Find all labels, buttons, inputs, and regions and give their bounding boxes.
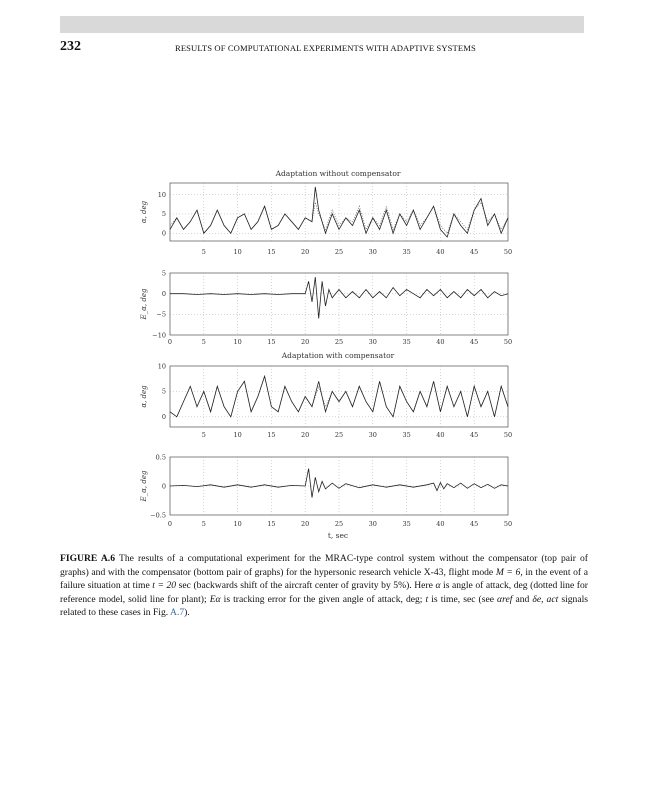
x-tick-label: 30 [368,338,377,346]
x-tick-label: 15 [267,338,276,346]
x-tick-label: 35 [402,248,411,256]
figure-ref-link[interactable]: A.7 [170,607,185,618]
y-tick-label: −5 [156,310,166,319]
caption-mach: M = 6 [495,566,521,578]
x-tick-label: 40 [436,248,445,256]
x-tick-label: 35 [402,431,411,439]
caption-e-alpha: Eα [209,593,221,605]
x-tick-label: 10 [233,431,242,439]
x-tick-label: 20 [301,431,310,439]
caption-text-6: is time, sec (see [428,593,498,605]
caption-text-1: The results of a computational experiment for the MRAC-type control system without the compensator (top pair of graphs) and with the compensator (bottom pair of graphs) for the hypersonic research vehicle X-43, flight mode [60,553,588,578]
figure-caption [60,552,588,620]
y-tick-label: 10 [157,362,166,371]
x-tick-label: 50 [503,520,513,528]
y-tick-label: −0.5 [150,511,166,520]
caption-delta: δe, act [532,593,559,605]
x-tick-label: 45 [470,338,479,346]
x-tick-label: 15 [267,520,276,528]
y-tick-label: 0.5 [155,453,166,462]
caption-text-7: and [512,593,533,605]
caption-time: t = 20 [152,580,177,591]
caption-text-5: is tracking error for the given angle of attack, deg; [220,593,426,605]
caption-text-4: is angle of attack, deg (dotted line for reference model, solid line for plant); [60,580,588,605]
x-tick-label: 30 [368,248,377,256]
figure-title-bottom: Adaptation with compensator [281,351,395,360]
x-tick-label: 45 [470,431,479,439]
x-tick-label: 25 [334,431,344,439]
x-tick-label: 45 [470,248,479,256]
x-tick-label: 20 [301,520,310,528]
x-tick-label: 25 [334,338,344,346]
x-tick-label: 30 [368,431,377,439]
chart-error-with-comp [140,453,512,528]
x-tick-label: 50 [503,431,513,439]
caption-text-3: sec (backwards shift of the aircraft center of gravity by 5%). Here [176,580,436,591]
x-tick-label: 40 [436,431,445,439]
figure-title-top: Adaptation without compensator [275,169,401,178]
x-tick-label: 40 [436,520,445,528]
x-tick-label: 25 [334,248,344,256]
y-tick-label: −10 [152,331,166,340]
x-tick-label: 20 [301,248,310,256]
y-tick-label: 5 [161,210,166,219]
y-axis-label: α, deg [140,200,148,224]
plot-frame [170,183,508,241]
x-tick-label: 15 [267,431,276,439]
y-tick-label: 0 [161,289,166,298]
y-tick-label: 10 [157,190,166,199]
running-title: RESULTS OF COMPUTATIONAL EXPERIMENTS WITH ADAPTIVE SYSTEMS [175,43,476,53]
x-tick-label: 40 [436,338,445,346]
caption-alpha: α [435,580,441,591]
x-tick-label: 35 [402,520,411,528]
x-tick-label: 20 [301,338,310,346]
caption-t: t [425,593,429,605]
caption-text-2: , in the event of a failure situation at time [60,566,588,591]
caption-alpha-ref: αref [497,593,513,605]
y-tick-label: 0 [161,482,166,491]
x-tick-label: 5 [201,431,206,439]
x-tick-label: 15 [267,248,276,256]
x-tick-label: 50 [503,338,513,346]
caption-text-9: ). [184,607,190,618]
y-tick-label: 5 [161,269,166,278]
caption-text-8: signals related to these cases in Fig. [60,593,588,618]
chart-alpha-no-comp [140,183,512,256]
x-tick-label: 45 [470,520,479,528]
x-tick-label: 10 [233,520,242,528]
page-number: 232 [60,39,81,54]
y-axis-label: E_α, deg [140,470,148,502]
x-tick-label: 5 [201,338,206,346]
y-tick-label: 5 [161,387,166,396]
y-axis-label: E_α, deg [140,288,148,320]
y-tick-label: 0 [161,413,166,422]
caption-label: FIGURE A.6 [60,553,116,564]
chart-alpha-with-comp [140,362,512,439]
y-tick-label: 0 [161,229,166,238]
x-tick-label: 10 [233,248,242,256]
x-tick-label: 25 [334,520,344,528]
x-tick-label: 5 [201,248,206,256]
x-tick-label: 5 [201,520,206,528]
x-axis-label: t, sec [327,531,349,540]
x-tick-label: 50 [503,248,513,256]
chart-error-no-comp [140,269,512,346]
x-tick-label: 35 [402,338,411,346]
x-tick-label: 0 [167,338,173,346]
x-tick-label: 30 [368,520,377,528]
x-tick-label: 10 [233,338,242,346]
x-tick-label: 0 [167,520,173,528]
y-axis-label: α, deg [140,385,148,408]
